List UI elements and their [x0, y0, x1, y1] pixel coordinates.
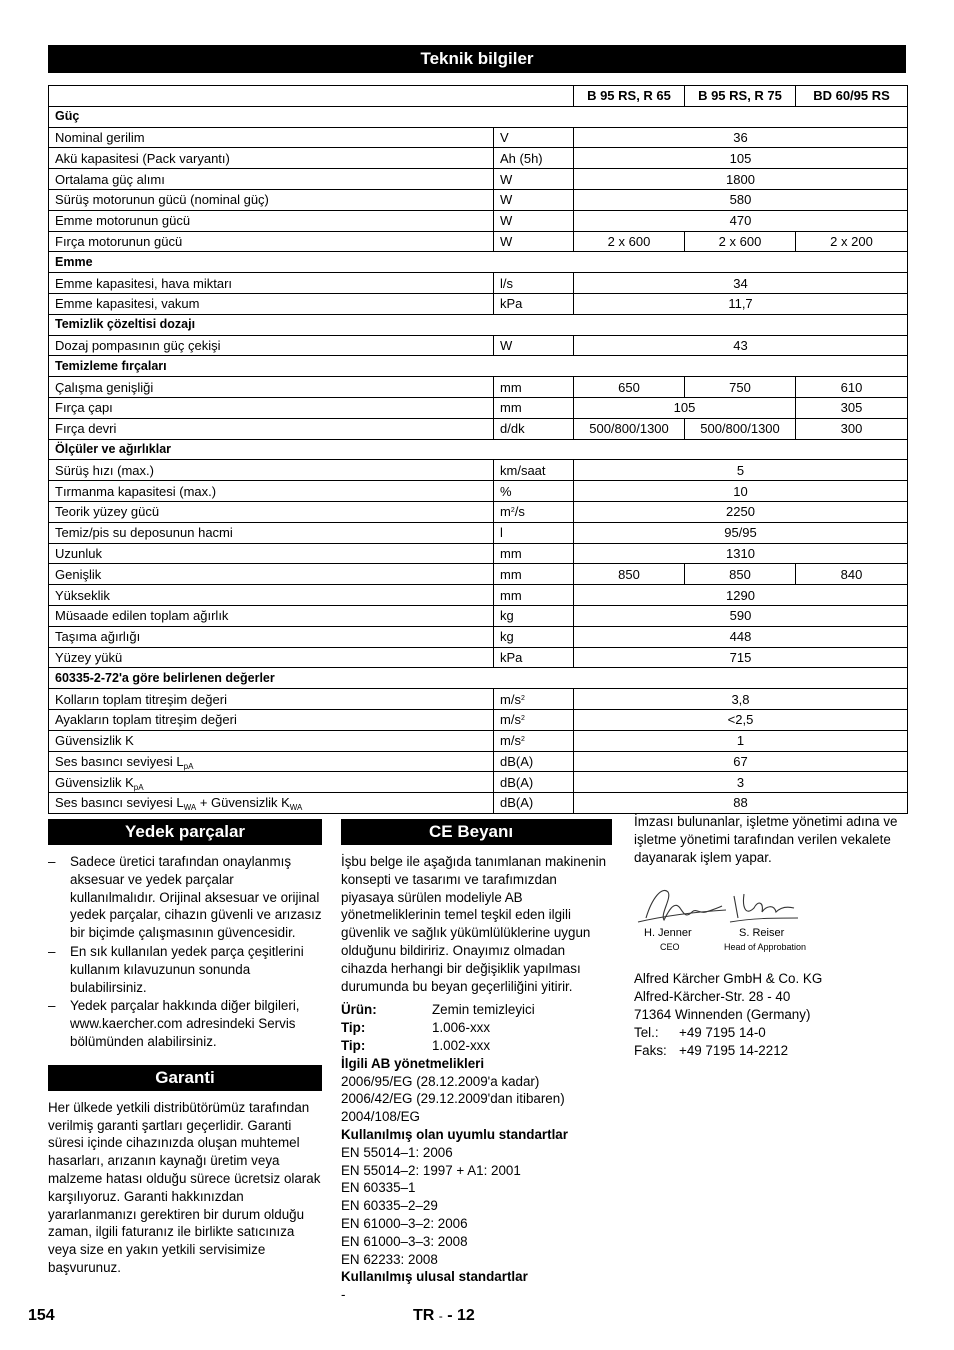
- table-cell-value: 500/800/1300: [574, 418, 685, 439]
- table-row: [49, 169, 908, 190]
- signatories-intro: İmzası bulunanlar, işletme yönetimi adına ve işletme yönetimi tarafından verilen vekalete dayanarak işlem yapar.: [634, 814, 898, 865]
- middle-column: [341, 819, 612, 1304]
- table-cell-value: 95/95: [574, 522, 908, 543]
- table-cell-label: Fırça motorunun gücü: [49, 231, 494, 252]
- warranty-heading: Garanti: [48, 1065, 322, 1091]
- list-item: EN 60335–1: [341, 1180, 416, 1196]
- table-cell-label: Sürüş motorunun gücü (nominal güç): [49, 189, 494, 210]
- spare-parts-heading: Yedek parçalar: [48, 819, 322, 845]
- table-cell-value: 3: [574, 772, 908, 793]
- signatory-1-role: CEO: [660, 942, 680, 953]
- table-cell-unit: mm: [494, 377, 574, 398]
- table-cell-unit: dB(A): [494, 772, 574, 793]
- table-row: [49, 127, 908, 148]
- table-section-label: Temizlik çözeltisi dozajı: [49, 314, 908, 335]
- list-item: – En sık kullanılan yedek parça çeşitlerini kullanım kılavuzunun sonunda bulabilirsiniz.: [48, 943, 304, 995]
- table-cell-label: Temiz/pis su deposunun hacmi: [49, 522, 494, 543]
- table-cell-value: 610: [796, 377, 908, 398]
- table-row: [49, 273, 908, 294]
- signatory-2-role: Head of Approbation: [724, 942, 807, 953]
- table-header-row: [49, 86, 908, 107]
- table-row: [49, 626, 908, 647]
- table-cell-value: 580: [574, 189, 908, 210]
- table-cell-value: 2 x 200: [796, 231, 908, 252]
- table-cell-label: Teorik yüzey gücü: [49, 501, 494, 522]
- table-cell-value: 1: [574, 730, 908, 751]
- table-cell-unit: W: [494, 335, 574, 356]
- table-row: [49, 543, 908, 564]
- technical-data-table: [48, 85, 908, 814]
- table-cell-label: Fırça devri: [49, 418, 494, 439]
- table-cell-value: 650: [574, 377, 685, 398]
- page-number: 154: [28, 1307, 55, 1324]
- table-cell-value: 750: [685, 377, 796, 398]
- table-row: [49, 148, 908, 169]
- table-cell-label: Yükseklik: [49, 585, 494, 606]
- table-cell-value: 34: [574, 273, 908, 294]
- table-cell-unit: mm: [494, 564, 574, 585]
- table-row: [49, 418, 908, 439]
- table-row: [49, 210, 908, 231]
- right-column: [634, 813, 908, 1059]
- table-section-row: [49, 356, 908, 377]
- ce-intro: İşbu belge ile aşağıda tanımlanan makinenin konsepti ve tasarımı ve tarafımızdan piyasaya sürülen modeliyle AB yönetmeliklerinin temel teşkil eden ilgili güvenlik ve sağlık yükümlülüklerine uygun olduğunu bildiririz. Onayımız olmadan cihazda herhangi bir değişiklik yapılması durumunda bu beyan geçerliliğini yitirir.: [341, 854, 607, 994]
- ce-standards-heading: Kullanılmış olan uyumlu standartlar: [341, 1126, 568, 1142]
- table-cell-label: Güvensizlik $K_{pA}$: [49, 772, 494, 793]
- ce-national-value: -: [341, 1287, 346, 1303]
- table-cell-label: Ortalama güç alımı: [49, 169, 494, 190]
- table-cell-value: 715: [574, 647, 908, 668]
- list-item: EN 60335–2–29: [341, 1198, 438, 1214]
- table-cell-label: Yüzey yükü: [49, 647, 494, 668]
- table-cell-unit: kPa: [494, 293, 574, 314]
- table-cell-label: Çalışma genişliği: [49, 377, 494, 398]
- signatory-2-name: S. Reiser: [739, 927, 785, 940]
- table-row: [49, 772, 908, 793]
- table-cell-unit: %: [494, 481, 574, 502]
- signatory-1-name: H. Jenner: [644, 927, 692, 940]
- table-cell-label: Ses basıncı seviyesi $L_{pA}$: [49, 751, 494, 772]
- table-row: [49, 585, 908, 606]
- spare-parts-list: [48, 853, 322, 1051]
- table-cell-label: Müsaade edilen toplam ağırlık: [49, 605, 494, 626]
- table-cell-label: Akü kapasitesi (Pack varyantı): [49, 148, 494, 169]
- table-cell-value: 105: [574, 148, 908, 169]
- table-cell-value: 448: [574, 626, 908, 647]
- table-cell-label: Ayakların toplam titreşim değeri: [49, 709, 494, 730]
- list-item: 2006/42/EG (29.12.2009'dan itibaren): [341, 1091, 565, 1107]
- list-item: EN 62233: 2008: [341, 1251, 438, 1267]
- table-cell-unit: kPa: [494, 647, 574, 668]
- table-cell-value: 36: [574, 127, 908, 148]
- table-cell-unit: dB(A): [494, 793, 574, 814]
- list-item: EN 55014–1: 2006: [341, 1144, 453, 1160]
- table-cell-label: Uzunluk: [49, 543, 494, 564]
- table-row: [49, 522, 908, 543]
- list-item: 2004/108/EG: [341, 1109, 420, 1125]
- table-cell-value: 840: [796, 564, 908, 585]
- table-header-cell: B 95 RS, R 65: [574, 86, 685, 107]
- table-header-cell: B 95 RS, R 75: [685, 86, 796, 107]
- table-row: [49, 751, 908, 772]
- table-cell-label: Taşıma ağırlığı: [49, 626, 494, 647]
- list-item: EN 61000–3–2: 2006: [341, 1215, 468, 1231]
- list-item: 2006/95/EG (28.12.2009'a kadar): [341, 1073, 540, 1089]
- table-cell-unit: l/s: [494, 273, 574, 294]
- company-city: 71364 Winnenden (Germany): [634, 1006, 811, 1022]
- ce-type-row: Tip: 1.002-xxx: [341, 1037, 491, 1053]
- table-section-label: Temizleme fırçaları: [49, 356, 908, 377]
- table-cell-value: 43: [574, 335, 908, 356]
- table-row: [49, 189, 908, 210]
- left-column: [48, 819, 322, 1277]
- table-cell-value: 1800: [574, 169, 908, 190]
- table-cell-unit: W: [494, 210, 574, 231]
- table-section-row: [49, 314, 908, 335]
- table-cell-unit: d/dk: [494, 418, 574, 439]
- table-cell-label: Genişlik: [49, 564, 494, 585]
- table-cell-value: 590: [574, 605, 908, 626]
- table-cell-label: Kolların toplam titreşim değeri: [49, 689, 494, 710]
- table-cell-value: 2 x 600: [685, 231, 796, 252]
- table-cell-value: <2,5: [574, 709, 908, 730]
- table-cell-unit: W: [494, 169, 574, 190]
- table-row: [49, 793, 908, 814]
- table-cell-label: Güvensizlik K: [49, 730, 494, 751]
- table-cell-label: Dozaj pompasının güç çekişi: [49, 335, 494, 356]
- list-item: EN 61000–3–3: 2008: [341, 1233, 468, 1249]
- table-cell-value: 470: [574, 210, 908, 231]
- warranty-text: Her ülkede yetkili distribütörümüz tarafından verilmiş garanti şartları geçerlidir. Garanti süresi içinde cihazınızda oluşan muhtemel hasarları, arızanın kaynağı üretim veya malzeme hatası olduğu sürece ücretsiz olarak karşılıyoruz. Garanti hakkınızdan yararlanmanızı gerektiren bir durum olduğu zaman, ilgili faturanız ile birlikte satıcınıza veya size en yakın yetkili servisimize başvurunuz.: [48, 1099, 321, 1275]
- table-cell-label: Emme kapasitesi, vakum: [49, 293, 494, 314]
- table-section-row: [49, 439, 908, 460]
- table-cell-value: 88: [574, 793, 908, 814]
- table-row: [49, 293, 908, 314]
- table-cell-label: Ses basıncı seviyesi $L_{WA}$ + Güvensizlik $K_{WA}$: [49, 793, 494, 814]
- table-row: [49, 564, 908, 585]
- table-cell-value: 5: [574, 460, 908, 481]
- table-row: [49, 397, 908, 418]
- table-cell-unit: W: [494, 231, 574, 252]
- list-item: EN 55014–2: 1997 + A1: 2001: [341, 1162, 521, 1178]
- table-section-label: 60335-2-72'a göre belirlenen değerler: [49, 668, 908, 689]
- table-row: [49, 335, 908, 356]
- table-cell-label: Emme motorunun gücü: [49, 210, 494, 231]
- table-row: [49, 481, 908, 502]
- table-row: [49, 377, 908, 398]
- table-cell-value: 2 x 600: [574, 231, 685, 252]
- table-cell-value: 67: [574, 751, 908, 772]
- table-cell-unit: Ah (5h): [494, 148, 574, 169]
- table-cell-unit: mm: [494, 397, 574, 418]
- table-cell-value: 3,8: [574, 689, 908, 710]
- list-item: – Sadece üretici tarafından onaylanmış aksesuar ve yedek parçalar kullanılmalıdır. Orijinal aksesuar ve orijinal yedek parçalar, cihazın güvenli ve arızasız bir biçimde çalışmasının güvencesidir.: [48, 854, 322, 941]
- table-cell-value: 305: [796, 397, 908, 418]
- table-section-label: Ölçüler ve ağırlıklar: [49, 439, 908, 460]
- company-phone: Tel.: +49 7195 14-0: [634, 1024, 766, 1040]
- table-cell-label: Sürüş hızı (max.): [49, 460, 494, 481]
- table-header-cell: [49, 86, 574, 107]
- table-row: [49, 709, 908, 730]
- table-cell-value: 105: [574, 397, 796, 418]
- table-cell-unit: W: [494, 189, 574, 210]
- table-section-label: Emme: [49, 252, 908, 273]
- table-section-row: [49, 252, 908, 273]
- table-cell-label: Tırmanma kapasitesi (max.): [49, 481, 494, 502]
- table-row: [49, 501, 908, 522]
- ce-heading: CE Beyanı: [341, 819, 612, 845]
- table-cell-value: 1310: [574, 543, 908, 564]
- ce-directives-heading: İlgili AB yönetmelikleri: [341, 1055, 485, 1071]
- table-cell-unit: dB(A): [494, 751, 574, 772]
- table-cell-label: Nominal gerilim: [49, 127, 494, 148]
- table-cell-value: 1290: [574, 585, 908, 606]
- table-header-cell: BD 60/95 RS: [796, 86, 908, 107]
- company-street: Alfred-Kärcher-Str. 28 - 40: [634, 989, 791, 1005]
- table-cell-unit: km/saat: [494, 460, 574, 481]
- table-cell-value: 850: [574, 564, 685, 585]
- ce-national-heading: Kullanılmış ulusal standartlar: [341, 1269, 528, 1285]
- table-cell-unit: $m/s^2$: [494, 709, 574, 730]
- ce-type-row: Tip: 1.006-xxx: [341, 1020, 491, 1036]
- table-row: [49, 730, 908, 751]
- table-section-row: [49, 668, 908, 689]
- table-row: [49, 605, 908, 626]
- table-cell-unit: kg: [494, 605, 574, 626]
- section-title-technical-data: Teknik bilgiler: [48, 45, 906, 73]
- table-cell-unit: $m^2/s$: [494, 501, 574, 522]
- table-cell-label: Emme kapasitesi, hava miktarı: [49, 273, 494, 294]
- ce-product-row: Ürün: Zemin temizleyici: [341, 1002, 535, 1018]
- language-page-label: TR - - 12: [413, 1307, 475, 1324]
- table-section-label: Güç: [49, 106, 908, 127]
- table-cell-label: Fırça çapı: [49, 397, 494, 418]
- table-cell-value: 2250: [574, 501, 908, 522]
- table-cell-unit: $m/s^2$: [494, 730, 574, 751]
- company-fax: Faks: +49 7195 14-2212: [634, 1042, 789, 1058]
- table-cell-unit: l: [494, 522, 574, 543]
- table-cell-value: 10: [574, 481, 908, 502]
- table-row: [49, 647, 908, 668]
- table-cell-value: 11,7: [574, 293, 908, 314]
- company-name: Alfred Kärcher GmbH & Co. KG: [634, 971, 823, 987]
- table-row: [49, 460, 908, 481]
- table-cell-unit: mm: [494, 585, 574, 606]
- signature-block: [634, 878, 908, 962]
- table-cell-value: 500/800/1300: [685, 418, 796, 439]
- table-cell-value: 300: [796, 418, 908, 439]
- table-cell-unit: kg: [494, 626, 574, 647]
- table-cell-value: 850: [685, 564, 796, 585]
- table-section-row: [49, 106, 908, 127]
- table-row: [49, 689, 908, 710]
- list-item: – Yedek parçalar hakkında diğer bilgileri, www.kaercher.com adresindeki Servis bölümünden alabilirsiniz.: [48, 998, 300, 1049]
- table-cell-unit: V: [494, 127, 574, 148]
- table-cell-unit: mm: [494, 543, 574, 564]
- table-row: [49, 231, 908, 252]
- table-cell-unit: $m/s^2$: [494, 689, 574, 710]
